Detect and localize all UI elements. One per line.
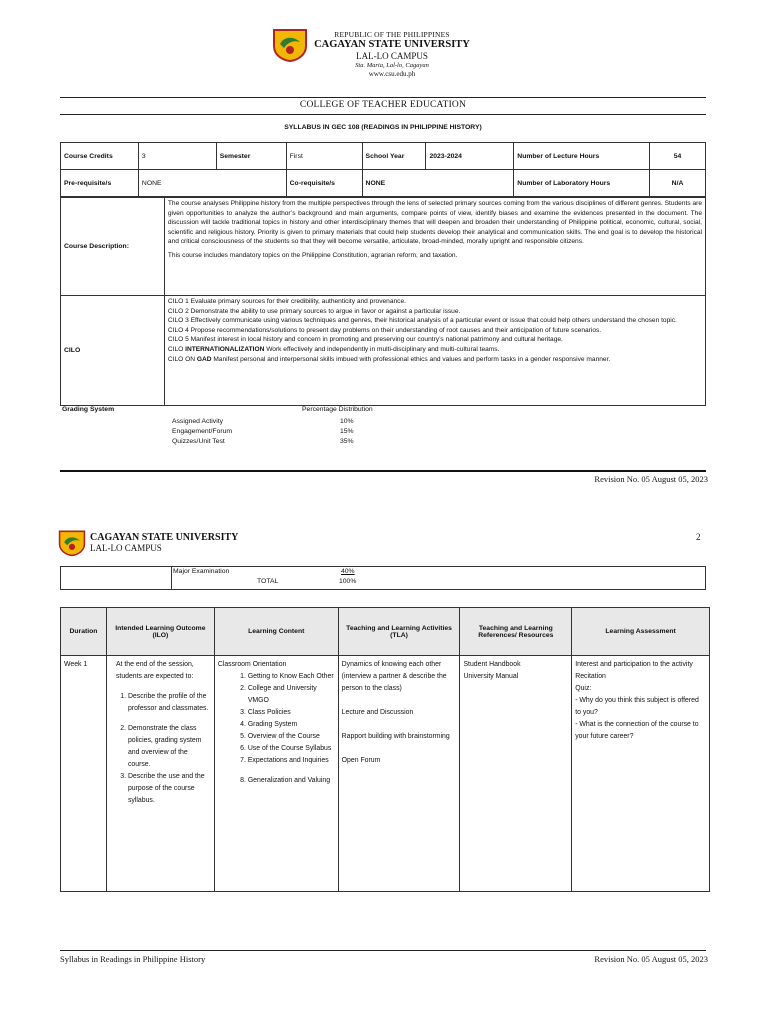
ilo-item: 1. Describe the profile of the professor and classmates. (128, 691, 211, 715)
revision-text: Revision No. 05 August 05, 2023 (594, 474, 708, 484)
header-content: Learning Content (214, 608, 338, 656)
university-name: CAGAYAN STATE UNIVERSITY (90, 532, 239, 543)
cilo-item: CILO 3 Effectively communicate using various techniques and genres, their historical analysis of a particular event or issue that could help others understand the chosen topic. (167, 317, 677, 325)
page-number: 2 (696, 532, 701, 542)
tla-item: Open Forum (341, 757, 381, 764)
cilo-item: CILO 2 Demonstrate the ability to use primary sources to argue in favor or against a particular issue. (167, 307, 461, 315)
header-ilo: Intended Learning Outcome (ILO) (106, 608, 214, 656)
description-label: Course Description: (61, 198, 165, 296)
week-cell: Week 1 (61, 656, 107, 892)
cilo-item (168, 355, 702, 365)
content-item: 6. Use of the Course Syllabus (248, 743, 335, 755)
assessment-cell (572, 656, 710, 892)
lecture-hours-label: Number of Lecture Hours (514, 143, 650, 170)
ilo-list (110, 691, 211, 807)
grading-system (60, 405, 706, 451)
major-exam-label: Major Examination (173, 568, 230, 575)
content-item: 7. Expectations and Inquiries (248, 755, 335, 767)
semester-label: Semester (216, 143, 286, 170)
assessment-item: Recitation (575, 673, 606, 680)
divider (60, 950, 706, 951)
content-item: 4. Grading System (248, 719, 335, 731)
cilo-item: CILO 5 Manifest interest in local history and concern in promoting and preserving our country’s national patrimony and cultural heritage. (167, 336, 563, 344)
grading-item-pct: 15% (340, 428, 354, 435)
cilo-item (168, 345, 702, 355)
tla-item: Lecture and Discussion (341, 709, 414, 716)
divider (60, 114, 706, 115)
grading-item-pct: 10% (340, 418, 354, 425)
header-references: Teaching and Learning References/ Resources (460, 608, 572, 656)
university-name: CAGAYAN STATE UNIVERSITY (314, 39, 470, 50)
grading-continuation (60, 566, 706, 590)
ilo-item: 3. Describe the use and the purpose of the course syllabus. (128, 771, 211, 807)
header-tla: Teaching and Learning Activities (TLA) (338, 608, 460, 656)
description-note: This course includes mandatory topics on the Philippine Constitution, agrarian reform, and taxation. (167, 251, 458, 259)
header-duration: Duration (61, 608, 107, 656)
total-pct: 100% (339, 578, 357, 585)
percentage-header: Percentage Distribution (302, 406, 373, 413)
lab-hours-label: Number of Laboratory Hours (514, 170, 650, 197)
university-logo (272, 28, 308, 62)
content-item: 8. Generalization and Valuing (248, 775, 335, 787)
assessment-item: Quiz: (575, 685, 592, 692)
assessment-item: - What is the connection of the course to your future career? (575, 721, 699, 740)
references-cell (460, 656, 572, 892)
divider (60, 470, 706, 472)
cilo-item: CILO 1 Evaluate primary sources for their credibility, authenticity and provenance. (167, 298, 406, 305)
content-item: 2. College and University VMGO (248, 683, 335, 707)
content-title: Classroom Orientation (217, 661, 287, 668)
cilo-text: Manifest personal and interpersonal skills imbued with professional ethics and values and perform tasks in a gender responsive manner. (211, 355, 611, 363)
cilo-gad: GAD (196, 355, 212, 363)
major-exam-pct: 40% (341, 568, 355, 575)
content-list (218, 671, 335, 787)
syllabus-title: SYLLABUS IN GEC 108 (READINGS IN PHILIPPINE HISTORY) (284, 124, 482, 131)
learning-plan-table (60, 607, 710, 892)
grading-item-name: Assigned Activity (172, 418, 223, 425)
grading-label: Grading System (62, 406, 115, 413)
university-header (312, 30, 472, 78)
content-item: 3. Class Policies (248, 707, 335, 719)
prerequisite-value: NONE (138, 170, 286, 197)
description-paragraph: The course analyses Philippine history from the multiple perspectives through the lens of selected primary sources coming from the various disciplines of different genres. Students are given opportunities to analyze the author’s background and main arguments, compare points of view, identify biases and examine the evidences presented in the document. The discussion will tackle traditional topics in history and other interdisciplinary themes that will deepen and broaden their understanding of Philippine political, economic, cultural, social, scientific and religious history. Priority is given to primary materials that could help students develop their analytical and communication skills. The end goal is to develop the historical and critical consciousness of the students so that they will become versatile, articulate, broad-minded, morally upright and responsible citizens. (167, 200, 702, 246)
university-logo (58, 529, 86, 557)
course-description (164, 198, 705, 296)
school-year-value: 2023-2024 (426, 143, 514, 170)
ilo-item: 2. Demonstrate the class policies, grading system and overview of the course. (128, 723, 211, 771)
course-credits-value: 3 (138, 143, 216, 170)
cilo-item: CILO 4 Propose recommendations/solutions to present day problems on their understanding of root causes and their anticipation of future scenarios. (167, 326, 602, 334)
tla-item: Dynamics of knowing each other (interview a partner & describe the person to the class) (341, 661, 447, 692)
grading-item-pct: 35% (340, 438, 354, 445)
corequisite-value: NONE (362, 170, 514, 197)
cilo-list (164, 296, 705, 406)
lecture-hours-value: 54 (650, 143, 706, 170)
reference-item: University Manual (463, 673, 519, 680)
ilo-cell (106, 656, 214, 892)
assessment-item: Interest and participation to the activity (575, 661, 693, 668)
reference-item: Student Handbook (463, 661, 521, 668)
campus-name: LAL-LO CAMPUS (356, 51, 428, 61)
grading-item-name: Quizzes/Unit Test (172, 438, 225, 445)
course-details-table (60, 197, 706, 406)
total-label: TOTAL (257, 578, 279, 585)
course-credits-label: Course Credits (61, 143, 139, 170)
divider (60, 97, 706, 98)
course-info-table (60, 142, 706, 197)
header-assessment: Learning Assessment (572, 608, 710, 656)
cilo-internationalization: INTERNATIONALIZATION (185, 345, 265, 353)
content-item: 1. Getting to Know Each Other (248, 671, 335, 683)
content-item: 5. Overview of the Course (248, 731, 335, 743)
footer-revision: Revision No. 05 August 05, 2023 (594, 954, 708, 964)
lab-hours-value: N/A (650, 170, 706, 197)
grading-item-name: Engagement/Forum (172, 428, 233, 435)
university-header (90, 532, 238, 553)
divider (171, 567, 172, 589)
republic-text: REPUBLIC OF THE PHILIPPINES (334, 30, 450, 39)
cilo-text: Work effectively and independently in multi-disciplinary and multi-cultural teams. (264, 345, 500, 353)
cilo-prefix: CILO ON (167, 355, 197, 363)
campus-address: Sta. Maria, Lal-lo, Cagayan (355, 62, 429, 69)
school-year-label: School Year (362, 143, 426, 170)
tla-item: Rapport building with brainstorming (341, 733, 450, 740)
footer-course-name: Syllabus in Readings in Philippine History (60, 954, 206, 964)
cilo-label: CILO (61, 296, 165, 406)
corequisite-label: Co-requisite/s (286, 170, 362, 197)
website-text: www.csu.edu.ph (368, 70, 416, 78)
college-name: COLLEGE OF TEACHER EDUCATION (299, 100, 467, 110)
tla-cell (338, 656, 460, 892)
assessment-item: - Why do you think this subject is offered to you? (575, 697, 699, 716)
cilo-prefix: CILO (167, 345, 186, 353)
campus-name: LAL-LO CAMPUS (90, 543, 162, 553)
semester-value: First (286, 143, 362, 170)
content-cell (214, 656, 338, 892)
prerequisite-label: Pre-requisite/s (61, 170, 139, 197)
ilo-intro: At the end of the session, students are expected to: (115, 661, 194, 680)
